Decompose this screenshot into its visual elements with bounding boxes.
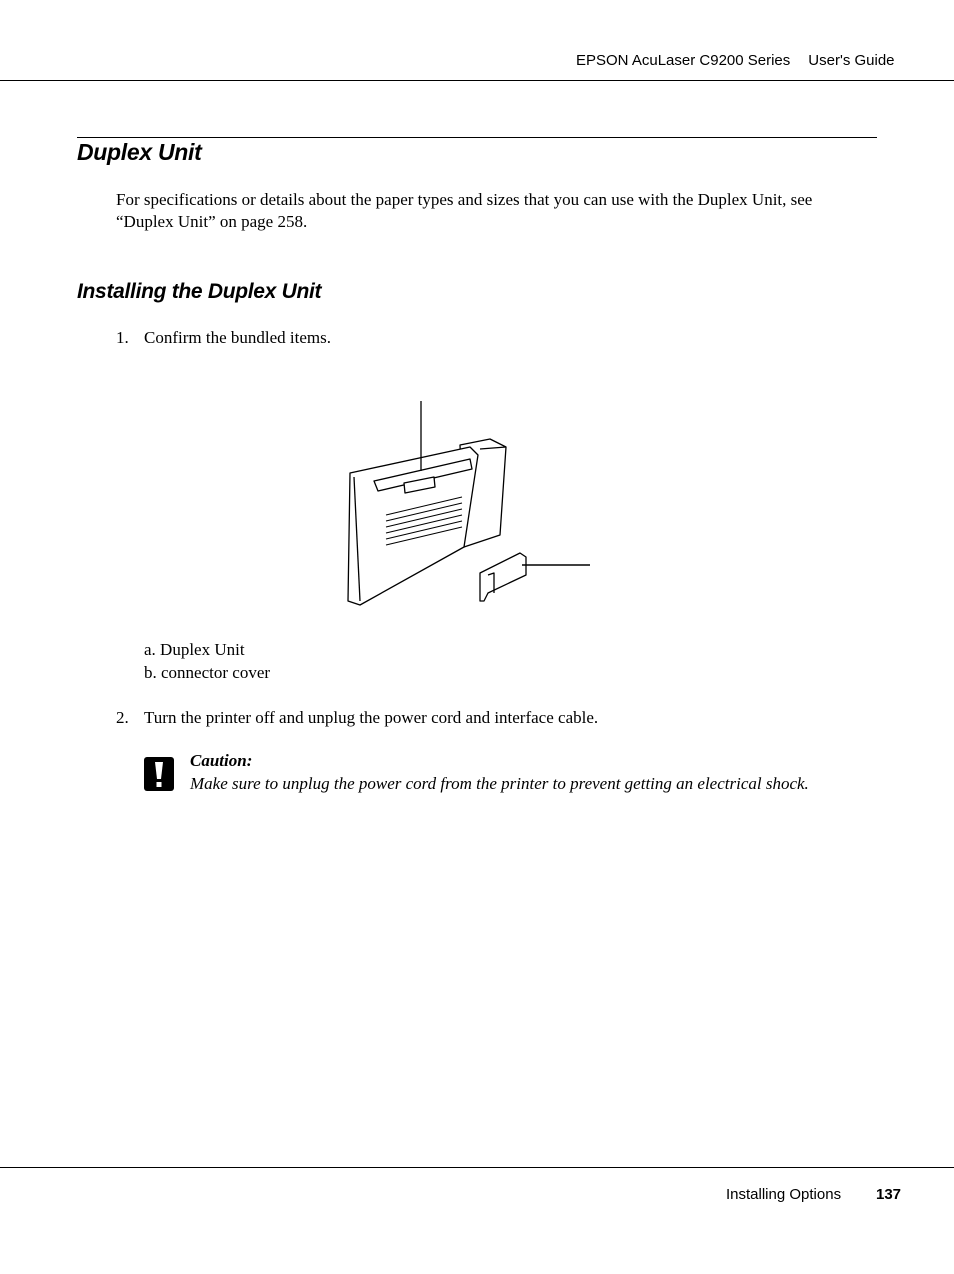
caution-icon: [144, 757, 174, 791]
caution-title: Caution:: [190, 751, 253, 770]
legend-item-b: b. connector cover: [144, 663, 271, 682]
running-header: [576, 52, 895, 69]
intro-line-1: For specifications or details about the paper types and sizes that you can use with the Duplex Unit, see: [116, 190, 813, 209]
step-text: Turn the printer off and unplug the power cord and interface cable.: [144, 708, 599, 727]
step-number: 2.: [116, 708, 129, 727]
header-rule: [0, 80, 954, 81]
footer-rule: [0, 1167, 954, 1168]
footer-chapter: Installing Options: [726, 1186, 842, 1203]
step-text: Confirm the bundled items.: [144, 328, 331, 347]
subsection-title: Installing the Duplex Unit: [77, 280, 322, 303]
caution-text: Make sure to unplug the power cord from the printer to prevent getting an electrical shock.: [190, 774, 809, 793]
duplex-unit-illustration: [330, 395, 610, 615]
figure-legend: [144, 638, 270, 684]
section-title: Duplex Unit: [77, 139, 202, 165]
intro-line-2: “Duplex Unit” on page 258.: [116, 212, 308, 231]
header-product: EPSON AcuLaser C9200 Series: [576, 52, 791, 69]
page-number: 137: [876, 1186, 902, 1203]
step-number: 1.: [116, 328, 129, 347]
intro-paragraph: [116, 189, 881, 233]
header-guide: User's Guide: [808, 52, 895, 69]
legend-item-a: a. Duplex Unit: [144, 640, 245, 659]
section-title-rule: [77, 137, 877, 138]
connector-cover: [480, 553, 526, 601]
